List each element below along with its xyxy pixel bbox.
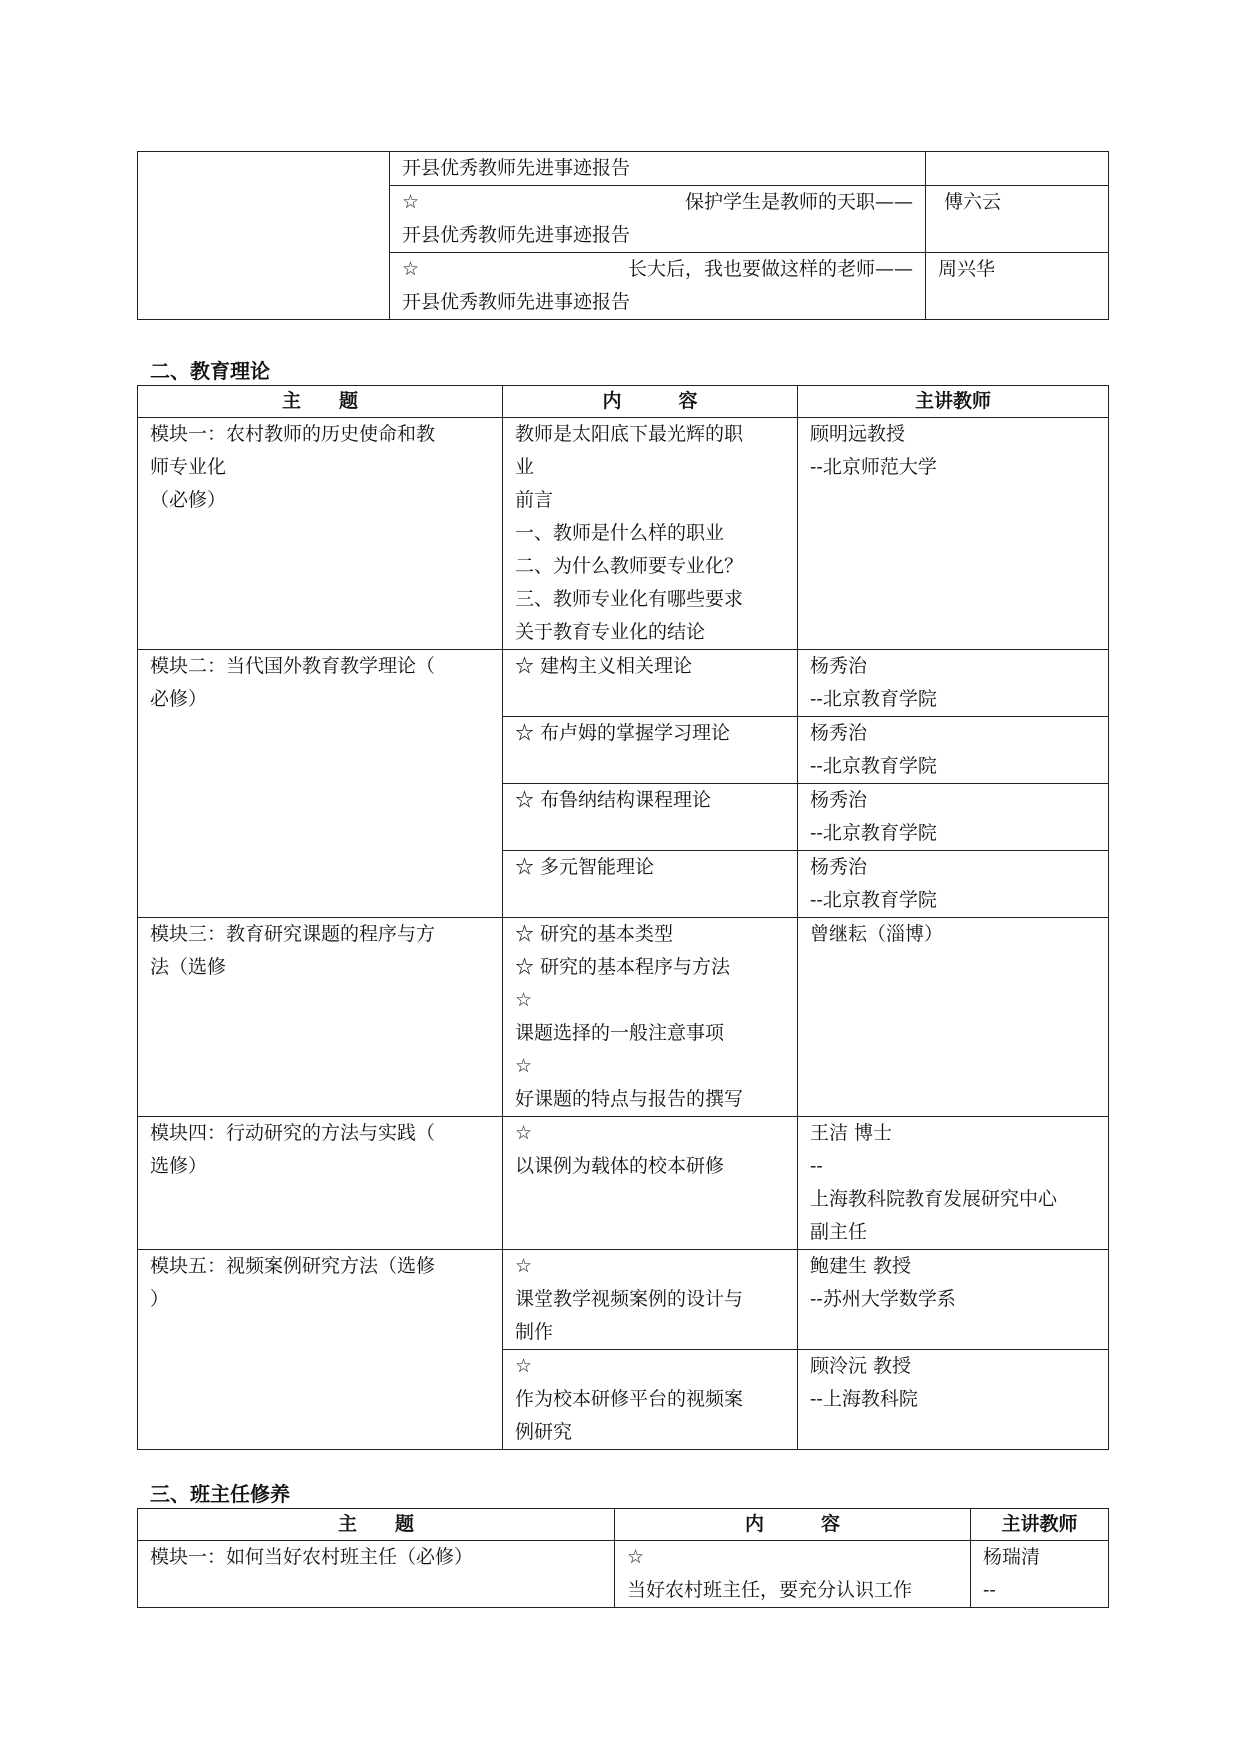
report-title: 保护学生是教师的天职—— — [684, 191, 913, 213]
table-row-module5 — [138, 1250, 1109, 1350]
teacher-cell — [926, 186, 1109, 253]
report-title: 长大后，我也要做这样的老师—— — [627, 258, 913, 280]
teacher-cell — [926, 253, 1109, 320]
table-row-module3 — [138, 918, 1109, 1117]
section-title-head-teacher: 三、班主任修养 — [150, 1482, 290, 1506]
table-section1-continued — [137, 151, 1109, 320]
content-cell: 开县优秀教师先进事迹报告 — [390, 152, 926, 186]
content-cell: 教师是太阳底下最光辉的职 业 前言 一、教师是什么样的职业 二、为什么教师要专业化？ 三、教师专业化有哪些要求 关于教育专业化的结论 — [503, 418, 798, 650]
table-row-module4 — [138, 1117, 1109, 1250]
content-cell: ☆ 课堂教学视频案例的设计与 制作 — [503, 1250, 798, 1350]
star-icon: ☆ — [402, 258, 420, 280]
content-cell: ☆ 布卢姆的掌握学习理论 — [503, 717, 798, 784]
content-cell: ☆ 长大后，我也要做这样的老师—— 开县优秀教师先进事迹报告 — [390, 253, 926, 320]
table-row — [138, 152, 1109, 186]
content-cell: ☆ 布鲁纳结构课程理论 — [503, 784, 798, 851]
teacher-cell: 鲍建生 教授 --苏州大学数学系 — [798, 1250, 1109, 1350]
content-cell: ☆ 以课例为载体的校本研修 — [503, 1117, 798, 1250]
topic-cell-empty — [138, 152, 390, 320]
section-title-education-theory: 二、教育理论 — [150, 359, 270, 383]
teacher-cell: 杨秀治 --北京教育学院 — [798, 784, 1109, 851]
table-header-row — [138, 1509, 1109, 1541]
topic-cell: 模块三：教育研究课题的程序与方 法（选修 — [138, 918, 503, 1117]
header-topic: 主 题 — [138, 386, 503, 418]
teacher-cell: 曾继耘（淄博） — [798, 918, 1109, 1117]
teacher-cell: 杨秀治 --北京教育学院 — [798, 851, 1109, 918]
teacher-cell: 顾明远教授 --北京师范大学 — [798, 418, 1109, 650]
table-row-module1 — [138, 1541, 1109, 1608]
table-education-theory — [137, 385, 1109, 1450]
header-teacher: 主讲教师 — [971, 1509, 1109, 1541]
teacher-cell: 杨秀治 --北京教育学院 — [798, 650, 1109, 717]
topic-cell: 模块一：农村教师的历史使命和教 师专业化 （必修） — [138, 418, 503, 650]
content-cell: ☆ 保护学生是教师的天职—— 开县优秀教师先进事迹报告 — [390, 186, 926, 253]
table-row-module2 — [138, 650, 1109, 717]
topic-cell: 模块二：当代国外教育教学理论（ 必修） — [138, 650, 503, 918]
table-row-module1 — [138, 418, 1109, 650]
teacher-cell — [926, 152, 1109, 186]
teacher-cell: 王洁 博士 -- 上海教科院教育发展研究中心 副主任 — [798, 1117, 1109, 1250]
topic-cell: 模块五：视频案例研究方法（选修 ） — [138, 1250, 503, 1450]
content-cell: ☆ 当好农村班主任，要充分认识工作 — [615, 1541, 971, 1608]
content-cell: ☆ 建构主义相关理论 — [503, 650, 798, 717]
header-content: 内 容 — [615, 1509, 971, 1541]
content-cell: ☆ 作为校本研修平台的视频案 例研究 — [503, 1350, 798, 1450]
star-icon: ☆ — [402, 191, 420, 213]
header-topic: 主 题 — [138, 1509, 615, 1541]
table-header-row — [138, 386, 1109, 418]
teacher-name: 傅六云 — [944, 191, 1002, 213]
topic-cell: 模块一：如何当好农村班主任（必修） — [138, 1541, 615, 1608]
header-teacher: 主讲教师 — [798, 386, 1109, 418]
teacher-cell: 顾泠沅 教授 --上海教科院 — [798, 1350, 1109, 1450]
content-cell: ☆ 多元智能理论 — [503, 851, 798, 918]
topic-cell: 模块四：行动研究的方法与实践（ 选修） — [138, 1117, 503, 1250]
content-cell: ☆ 研究的基本类型 ☆ 研究的基本程序与方法 ☆ 课题选择的一般注意事项 ☆ 好课题的特点与报告的撰写 — [503, 918, 798, 1117]
header-content: 内 容 — [503, 386, 798, 418]
teacher-cell: 杨瑞清 -- — [971, 1541, 1109, 1608]
table-head-teacher — [137, 1508, 1109, 1608]
teacher-name: 周兴华 — [938, 258, 996, 280]
teacher-cell: 杨秀治 --北京教育学院 — [798, 717, 1109, 784]
